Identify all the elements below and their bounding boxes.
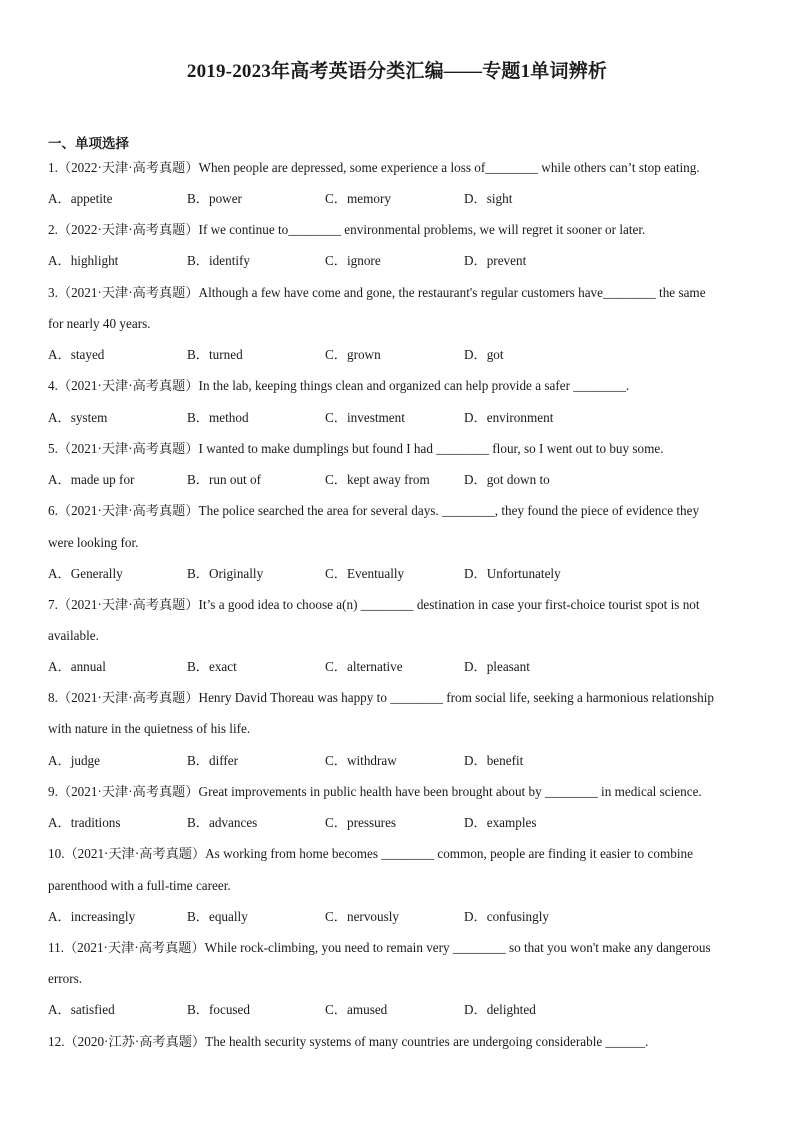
option-c: C．nervously xyxy=(325,909,399,924)
option-b: B．method xyxy=(187,410,249,425)
option-d: D．examples xyxy=(464,815,537,830)
question-1-options xyxy=(48,190,748,208)
option-a: A．judge xyxy=(48,753,101,768)
option-b: B．exact xyxy=(187,659,237,674)
option-b: B．identify xyxy=(187,253,251,268)
question-6-line-2: were looking for. xyxy=(48,535,139,550)
option-d: D．got xyxy=(464,347,504,362)
option-c: C．kept away from xyxy=(325,472,430,487)
option-c: C．alternative xyxy=(325,659,403,674)
option-d: D．benefit xyxy=(464,753,524,768)
section-heading: 一、单项选择 xyxy=(48,136,129,151)
question-4-line-1: 4.（2021·天津·高考真题）In the lab, keeping things clean and organized can help provide a safer ________. xyxy=(48,378,630,393)
option-a: A．annual xyxy=(48,659,106,674)
option-b: B．equally xyxy=(187,909,248,924)
question-9-options xyxy=(48,814,748,832)
question-9-line-1: 9.（2021·天津·高考真题）Great improvements in public health have been brought about by ________ in medical science. xyxy=(48,784,702,799)
option-a: A．increasingly xyxy=(48,909,136,924)
option-c: C．Eventually xyxy=(325,566,405,581)
option-c: C．memory xyxy=(325,191,391,206)
option-a: A．made up for xyxy=(48,472,135,487)
question-7-line-2: available. xyxy=(48,628,99,643)
question-8-line-1: 8.（2021·天津·高考真题）Henry David Thoreau was happy to ________ from social life, seeking a harmonious relationship xyxy=(48,690,714,705)
option-c: C．withdraw xyxy=(325,753,397,768)
question-11-options xyxy=(48,1001,748,1019)
option-b: B．differ xyxy=(187,753,239,768)
option-b: B．power xyxy=(187,191,242,206)
question-10-line-1: 10.（2021·天津·高考真题）As working from home becomes ________ common, people are finding it easier to combine xyxy=(48,846,693,861)
option-b: B．turned xyxy=(187,347,243,362)
option-d: D．environment xyxy=(464,410,554,425)
question-1-line-1: 1.（2022·天津·高考真题）When people are depressed, some experience a loss of________ while others can’t stop eating. xyxy=(48,160,700,175)
question-3-options xyxy=(48,346,748,364)
question-10-line-2: parenthood with a full-time career. xyxy=(48,878,231,893)
option-b: B．focused xyxy=(187,1002,250,1017)
page-title: 2019-2023年高考英语分类汇编——专题1单词辨析 xyxy=(186,61,608,82)
question-11-line-2: errors. xyxy=(48,971,83,986)
question-2-line-1: 2.（2022·天津·高考真题）If we continue to________ environmental problems, we will regret it sooner or later. xyxy=(48,222,646,237)
option-b: B．advances xyxy=(187,815,258,830)
option-d: D．prevent xyxy=(464,253,527,268)
option-a: A．Generally xyxy=(48,566,123,581)
question-2-options xyxy=(48,252,748,270)
question-5-line-1: 5.（2021·天津·高考真题）I wanted to make dumplings but found I had ________ flour, so I went out to buy some. xyxy=(48,441,664,456)
option-a: A．stayed xyxy=(48,347,105,362)
option-d: D．pleasant xyxy=(464,659,530,674)
question-12-line-1: 12.（2020·江苏·高考真题）The health security systems of many countries are undergoing considerable ______. xyxy=(48,1034,649,1049)
option-d: D．Unfortunately xyxy=(464,566,561,581)
question-8-line-2: with nature in the quietness of his life. xyxy=(48,721,251,736)
option-c: C．pressures xyxy=(325,815,397,830)
option-d: D．got down to xyxy=(464,472,550,487)
option-b: B．run out of xyxy=(187,472,261,487)
option-a: A．appetite xyxy=(48,191,113,206)
question-3-line-1: 3.（2021·天津·高考真题）Although a few have come and gone, the restaurant's regular customers have________ the same xyxy=(48,285,706,300)
question-5-options xyxy=(48,471,748,489)
question-10-options xyxy=(48,908,748,926)
option-b: B．Originally xyxy=(187,566,264,581)
option-d: D．confusingly xyxy=(464,909,549,924)
question-11-line-1: 11.（2021·天津·高考真题）While rock-climbing, you need to remain very ________ so that you won't make any dangerous xyxy=(48,940,711,955)
option-c: C．investment xyxy=(325,410,405,425)
question-7-options xyxy=(48,658,748,676)
option-c: C．grown xyxy=(325,347,381,362)
option-a: A．satisfied xyxy=(48,1002,115,1017)
option-d: D．delighted xyxy=(464,1002,536,1017)
option-d: D．sight xyxy=(464,191,513,206)
question-6-options xyxy=(48,565,748,583)
option-a: A．traditions xyxy=(48,815,121,830)
question-8-options xyxy=(48,752,748,770)
option-c: C．amused xyxy=(325,1002,388,1017)
option-a: A．system xyxy=(48,410,108,425)
option-c: C．ignore xyxy=(325,253,381,268)
option-a: A．highlight xyxy=(48,253,119,268)
question-4-options xyxy=(48,409,748,427)
question-7-line-1: 7.（2021·天津·高考真题）It’s a good idea to choose a(n) ________ destination in case your first-choice tourist spot is not xyxy=(48,597,700,612)
question-6-line-1: 6.（2021·天津·高考真题）The police searched the area for several days. ________, they found the piece of evidence they xyxy=(48,503,700,518)
question-3-line-2: for nearly 40 years. xyxy=(48,316,151,331)
